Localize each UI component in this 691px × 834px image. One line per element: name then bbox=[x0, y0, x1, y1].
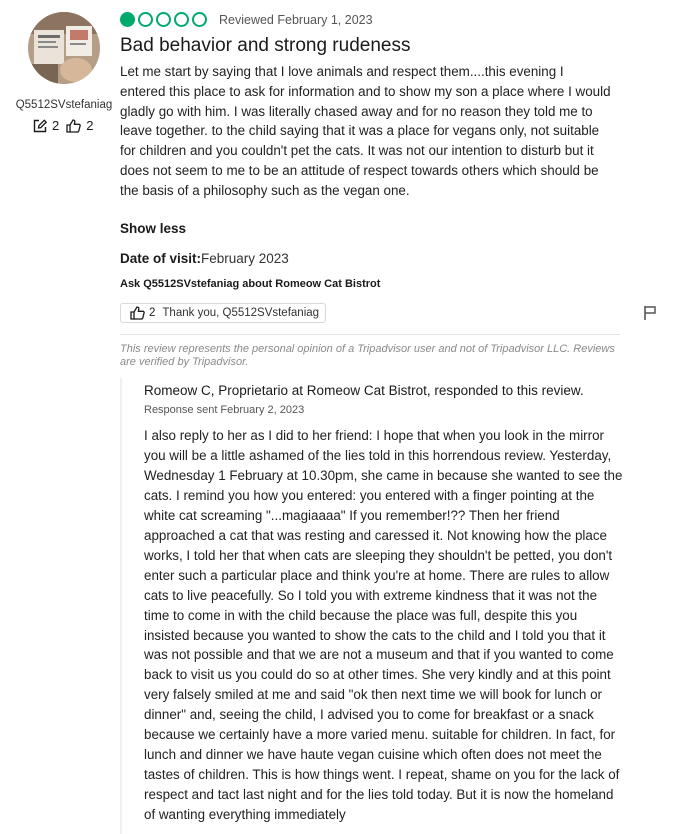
thumbs-up-icon bbox=[66, 119, 81, 133]
rating-bubble-empty bbox=[156, 12, 171, 27]
reviewer-stats bbox=[33, 118, 93, 133]
response-header: Romeow C, Proprietario at Romeow Cat Bistrot, responded to this review. bbox=[144, 383, 584, 398]
thank-label: Thank you, Q5512SVstefaniag bbox=[162, 307, 320, 319]
thank-you-button[interactable] bbox=[120, 303, 326, 323]
response-indent-bar bbox=[120, 378, 122, 834]
report-flag-button[interactable] bbox=[643, 305, 657, 326]
date-of-visit bbox=[120, 251, 289, 266]
rating-bubble-filled bbox=[120, 12, 135, 27]
rating-bubble-empty bbox=[192, 12, 207, 27]
rating-bubble-empty bbox=[174, 12, 189, 27]
rating-bubbles bbox=[120, 12, 373, 27]
reviewer-username[interactable]: Q5512SVstefaniag bbox=[15, 99, 113, 111]
review-body: Let me start by saying that I love animals and respect them....this evening I entered this place to ask for information and to show my son a place where I would gladly go with him. I was literally chased away and for no reason they told me to leave together. to the child saying that it was a place for vegans only, not suitable for children and you couldn't pet the cats. It was not our intention to disturb but it does not seem to me to be an attitude of respect towards others which should be the basis of a philosophy such as the vegan one. bbox=[120, 64, 611, 198]
date-of-visit-label: Date of visit: bbox=[120, 251, 202, 266]
date-of-visit-value: February 2023 bbox=[201, 251, 289, 266]
thumbs-up-icon bbox=[130, 306, 145, 320]
flag-icon bbox=[643, 305, 657, 321]
show-less-button[interactable]: Show less bbox=[120, 221, 187, 236]
avatar-image bbox=[28, 12, 100, 84]
helpful-votes-count: 2 bbox=[86, 118, 94, 133]
response-sent-date: Response sent February 2, 2023 bbox=[144, 404, 305, 416]
ask-reviewer-link[interactable]: Ask Q5512SVstefaniag about Romeow Cat Bistrot bbox=[120, 278, 381, 290]
review-title: Bad behavior and strong rudeness bbox=[120, 35, 411, 56]
rating-bubble-empty bbox=[138, 12, 153, 27]
edit-icon bbox=[33, 119, 47, 133]
reviewed-date: Reviewed February 1, 2023 bbox=[219, 12, 373, 27]
contributions-count: 2 bbox=[52, 118, 60, 133]
divider bbox=[120, 334, 620, 335]
response-body: I also reply to her as I did to her friend: I hope that when you look in the mirror you will be a little ashamed of the lies told in this horrendous review. Yesterday, Wednesday 1 February at 10.30pm, she came in because she wanted to see the cats. I remind you how you entered: you entered with a finger pointing at the white cat screaming "...magiaaaa" If you remember!?? Then her friend approached a cat that was resting and caressed it. Not knowing how the place works, I told her that when cats are sleeping they shouldn't be petted, you don't enter such a particular place and think you're at home. There are rules to allow cats to live peacefully. So I told you with extreme kindness that it was not the time to come in with the child because the place was full, despite this you insisted because you wanted to show the cats to the child and I told you that it was not possible and that we are not a museum and that if you wanted to come back to visit us you could do so at other times. She very kindly and at this point very falsely smiled at me and said "ok then next time we will book for lunch or dinner" and, seeing the child, I advised you to come for breakfast or a snack because we certainly have a more varied menu. suitable for children. In fact, for lunch and dinner we have haute vegan cuisine which often does not meet the tastes of children. This is how things went. I repeat, shame on you for the lack of respect and tact last night and for the lies told today. But it is now the homeland of wanting everything immediately bbox=[144, 428, 623, 823]
review-disclaimer: This review represents the personal opinion of a Tripadvisor user and not of Tripadvisor LLC. Reviews are verified by Tripadvisor. bbox=[120, 343, 615, 368]
thank-count: 2 bbox=[149, 307, 156, 319]
avatar[interactable] bbox=[28, 12, 100, 84]
